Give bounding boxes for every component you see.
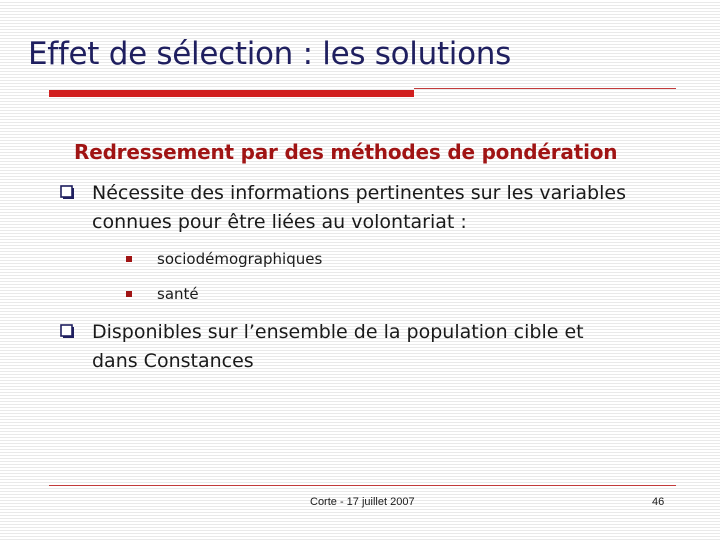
footer-divider (49, 485, 676, 486)
sub-bullet-text: santé (157, 285, 199, 303)
slide-title: Effet de sélection : les solutions (28, 36, 511, 72)
bullet-text: Disponibles sur l’ensemble de la population cible et dans Constances (92, 321, 584, 372)
bullet-item (60, 318, 632, 376)
title-underline-line (414, 88, 676, 89)
slide-subtitle: Redressement par des méthodes de pondération (74, 140, 618, 164)
page-number: 46 (652, 496, 665, 508)
q-bullet-icon (60, 185, 75, 200)
sub-bullet-item (126, 250, 322, 268)
title-underline-bar (49, 90, 414, 97)
sub-bullet-item (126, 285, 199, 303)
square-bullet-icon (126, 291, 132, 297)
bullet-item (60, 179, 632, 237)
footer-text: Corte - 17 juillet 2007 (310, 496, 415, 508)
square-bullet-icon (126, 256, 132, 262)
sub-bullet-text: sociodémographiques (157, 250, 323, 268)
bullet-text: Nécessite des informations pertinentes sur les variables connues pour être liées au volontariat : (92, 182, 626, 233)
q-bullet-icon (60, 324, 75, 339)
